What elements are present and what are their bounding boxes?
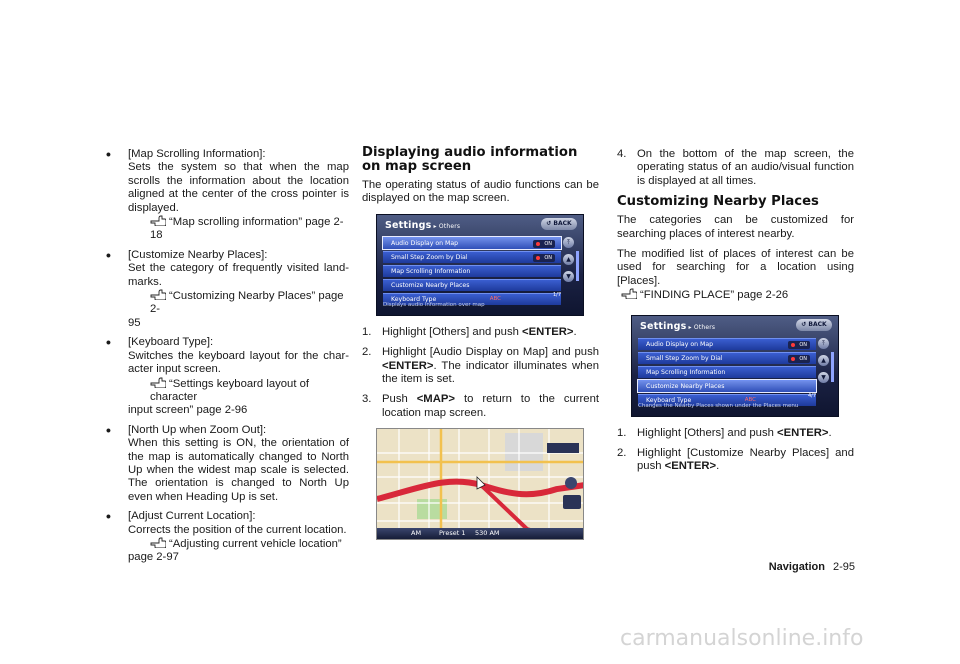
- setting-row-audio-display[interactable]: Audio Display on Map ON: [383, 237, 561, 250]
- list-item: • [Adjust Current Location]: Corrects the position of the current location. “Adjusting current vehicle location” page 2-97: [106, 510, 349, 565]
- on-indicator: ON: [788, 355, 810, 363]
- pointing-hand-icon: [150, 215, 166, 226]
- column-left: [106, 148, 349, 571]
- setting-row-map-scrolling[interactable]: Map Scrolling Information: [383, 265, 561, 278]
- on-indicator: ON: [533, 240, 555, 248]
- setting-row-audio-display[interactable]: Audio Display on Map ON: [638, 338, 816, 351]
- on-indicator: ON: [788, 341, 810, 349]
- setting-row-small-step-zoom[interactable]: Small Step Zoom by Dial ON: [638, 352, 816, 365]
- page-indicator: 4/7: [807, 393, 816, 400]
- scrollbar[interactable]: [831, 352, 834, 382]
- scrollbar[interactable]: [576, 251, 579, 281]
- cross-reference[interactable]: “Settings keyboard layout of character: [150, 377, 310, 403]
- page-footer: [769, 561, 855, 574]
- back-arrow-icon: ↺: [546, 219, 554, 227]
- scroll-controls: [563, 237, 577, 288]
- scroll-down-button[interactable]: ▼: [563, 271, 574, 282]
- setting-row-customize-nearby[interactable]: Customize Nearby Places: [638, 380, 816, 393]
- section-name: Navigation: [768, 561, 825, 573]
- back-arrow-icon: ↺: [801, 320, 809, 328]
- help-text: Changes the Nearby Places shown under the Places menu: [638, 403, 799, 410]
- screen-title: Settings: [640, 320, 687, 332]
- step-item: 3. Push <MAP> to return to the current location map screen.: [362, 393, 599, 419]
- on-indicator: ON: [533, 254, 555, 262]
- cross-reference[interactable]: “Adjusting current vehicle location”: [128, 537, 349, 551]
- column-right: [617, 148, 854, 481]
- help-text: Displays audio information over map: [383, 302, 485, 309]
- pointing-hand-icon: [150, 289, 166, 300]
- scroll-up-button[interactable]: ▲: [818, 355, 829, 366]
- audio-status-bar: [377, 528, 583, 539]
- audio-frequency: 530 AM: [475, 529, 500, 538]
- back-button[interactable]: ↺ BACK: [541, 218, 577, 230]
- back-button[interactable]: ↺ BACK: [796, 319, 832, 331]
- cross-reference[interactable]: “Map scrolling information” page 2-18: [150, 216, 344, 242]
- setting-row-keyboard-type[interactable]: Keyboard Type ABC: [383, 293, 561, 306]
- pointing-hand-icon: [150, 377, 166, 388]
- step-item: 2. Highlight [Audio Display on Map] and push <ENTER>. The indicator illuminates when the item is set.: [362, 346, 599, 386]
- scroll-top-button[interactable]: ⤒: [818, 338, 829, 349]
- setting-row-map-scrolling[interactable]: Map Scrolling Information: [638, 366, 816, 379]
- step-item: 1. Highlight [Others] and push <ENTER>.: [362, 325, 577, 338]
- paragraph: The modified list of places of interest can be used for searching for a location using [Places].: [617, 248, 854, 287]
- step-item: 4. On the bottom of the map screen, the operating status of an audio/visual function is displayed at all times.: [617, 148, 854, 187]
- setting-row-customize-nearby[interactable]: Customize Nearby Places: [383, 279, 561, 292]
- cross-reference[interactable]: “Customizing Nearby Places” page 2-: [150, 290, 344, 316]
- paragraph: The operating status of audio functions can be displayed on the map screen.: [362, 179, 599, 205]
- audio-band: AM: [411, 529, 422, 538]
- settings-list: [638, 338, 816, 408]
- step-item: 1. Highlight [Others] and push <ENTER>.: [617, 426, 832, 439]
- settings-list: [383, 237, 561, 307]
- page-indicator: 1/7: [552, 292, 561, 299]
- map-roads: [377, 429, 584, 540]
- pointing-hand-icon: [150, 537, 166, 548]
- section-heading: Customizing Nearby Places: [617, 194, 819, 210]
- column-middle: [362, 146, 599, 540]
- step-item: 2. Highlight [Customize Nearby Places] and push <ENTER>.: [617, 447, 854, 473]
- list-item: • [North Up when Zoom Out]: When this setting is ON, the orientation of the map is automatically changed to North Up when the widest map scale is selected. The orientation is changed to North Up even when Heading Up is set.: [106, 421, 349, 503]
- settings-screenshot: Settings ▸ Others ↺ BACK Audio Display on Map ON Small Step Zoom by Dial ON Map Scrolling Information Customize Nearby Places Keyboard Type ABC ⤒ ▲ ▼ 4/7 Changes the Nearby Places shown under the Places menu: [631, 315, 839, 417]
- setting-row-keyboard-type[interactable]: Keyboard Type ABC: [638, 394, 816, 407]
- watermark: carmanualsonline.info: [620, 626, 864, 651]
- section-heading: Displaying audio information on map screen: [362, 145, 578, 174]
- page-number: 2-95: [832, 561, 855, 573]
- list-item: • [Customize Nearby Places]: Set the category of frequently visited land-marks. “Customizing Nearby Places” page 2- 95: [106, 246, 349, 329]
- paragraph: The categories can be customized for searching places of interest nearby.: [617, 214, 854, 240]
- list-item: • [Keyboard Type]: Switches the keyboard layout for the char-acter input screen. “Settings keyboard layout of character input screen” page 2-96: [106, 334, 349, 417]
- scroll-top-button[interactable]: ⤒: [563, 237, 574, 248]
- settings-screenshot: Settings ▸ Others ↺ BACK Audio Display on Map ON Small Step Zoom by Dial ON Map Scrolling Information Customize Nearby Places Keyboard Type ABC ⤒ ▲ ▼ 1/7 Displays audio information over map: [376, 214, 584, 316]
- map-screenshot: [376, 428, 584, 540]
- scroll-down-button[interactable]: ▼: [818, 372, 829, 383]
- setting-row-small-step-zoom[interactable]: Small Step Zoom by Dial ON: [383, 251, 561, 264]
- scroll-controls: [818, 338, 832, 389]
- audio-preset: Preset 1: [439, 529, 466, 538]
- pointing-hand-icon: [621, 288, 637, 299]
- scroll-up-button[interactable]: ▲: [563, 254, 574, 265]
- screen-title: Settings: [385, 219, 432, 231]
- cross-reference[interactable]: “FINDING PLACE” page 2-26: [617, 288, 854, 302]
- list-item: • [Map Scrolling Information]: Sets the system so that when the map scrolls the information about the location aligned at the center of the cross pointer is displayed. “Map scrolling information” page 2-18: [106, 146, 349, 242]
